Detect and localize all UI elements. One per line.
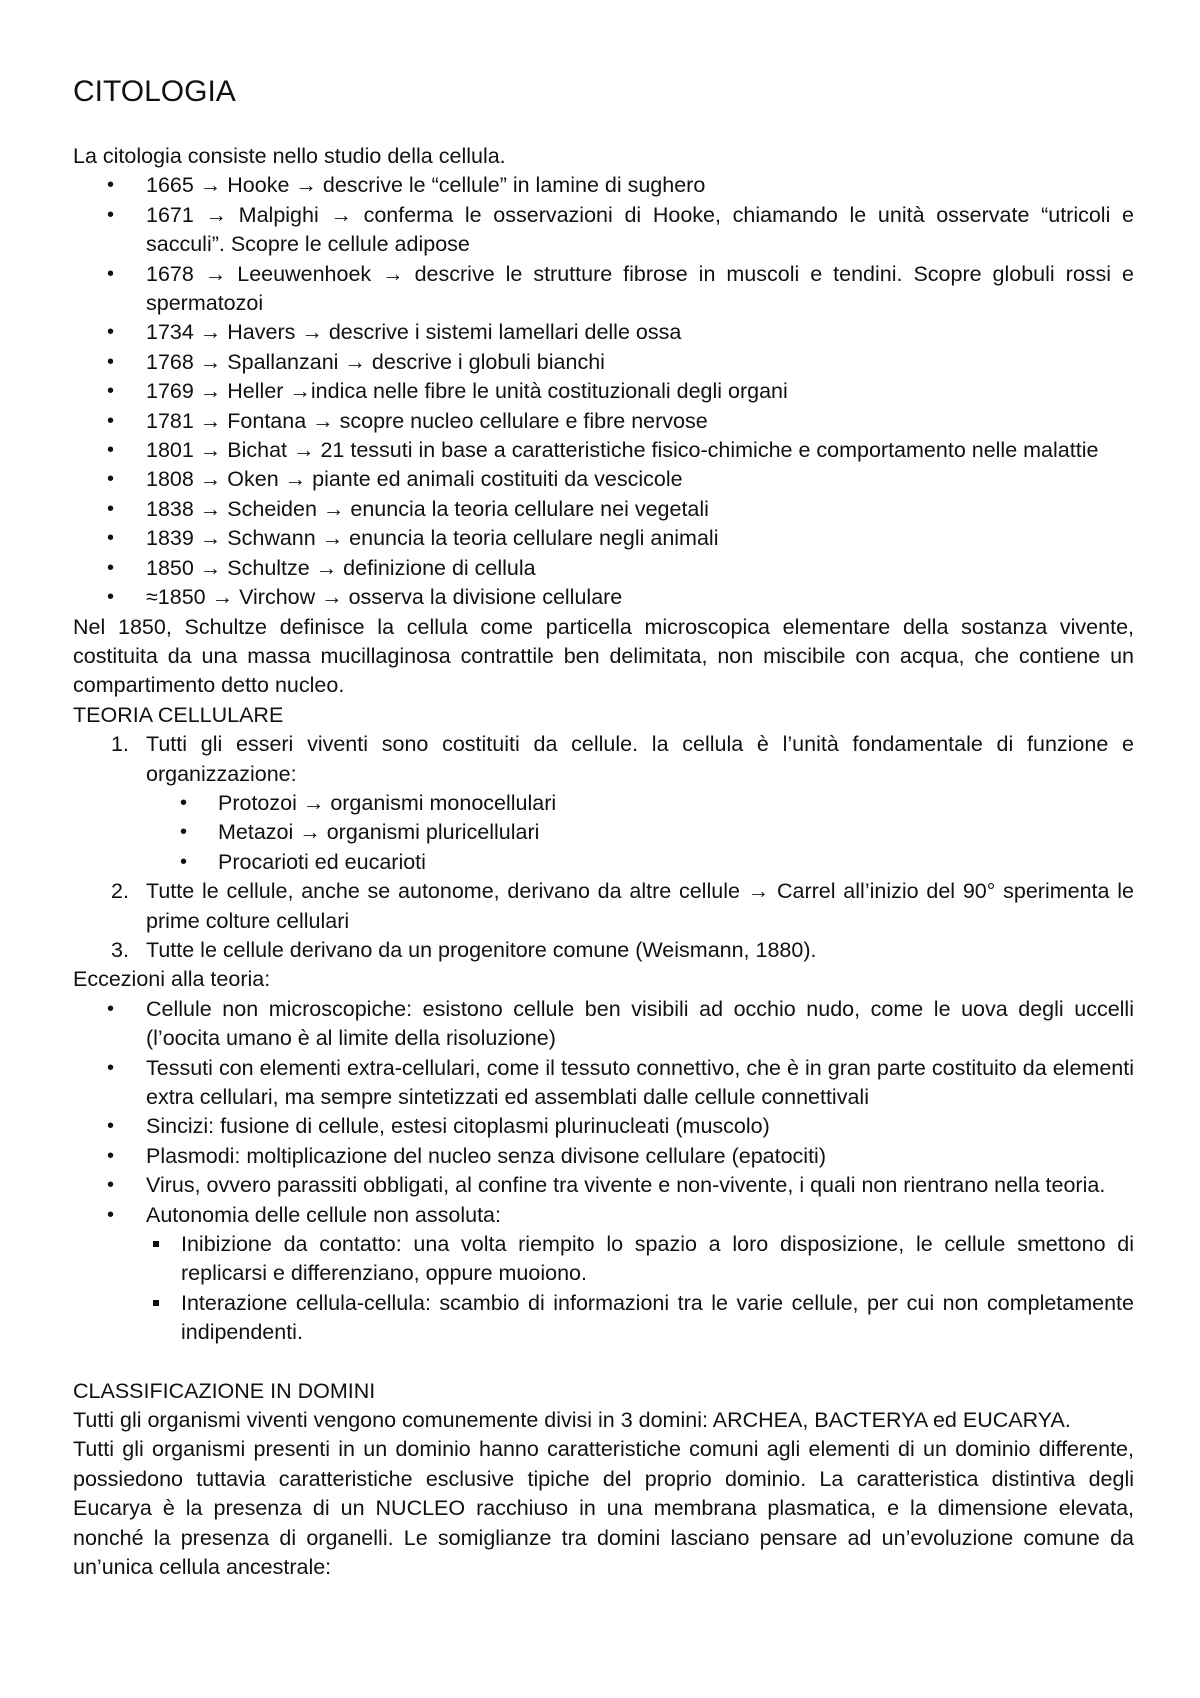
history-item: • 1838 → Scheiden → enuncia la teoria cellulare nei vegetali <box>73 495 1134 524</box>
exception-item: • Autonomia delle cellule non assoluta: <box>73 1201 1134 1230</box>
theory-subitem: • Protozoi → organismi monocellulari <box>73 789 1134 818</box>
domains-paragraph: Tutti gli organismi presenti in un dominio hanno caratteristiche comuni agli elementi di un dominio differente, possiedono tuttavia caratteristiche esclusive tipiche del proprio dominio. La caratteristica distintiva degli Eucarya è la presenza di un NUCLEO racchiuso in una membrana plasmatica, e la dimensione elevata, nonché la presenza di organelli. Le somiglianze tra domini lasciano pensare ad un’evoluzione comune da un’unica cellula ancestrale: <box>73 1437 1134 1580</box>
history-item: • 1734 → Havers → descrive i sistemi lamellari delle ossa <box>73 318 1134 347</box>
theory-point <box>73 877 1134 936</box>
page-title: CITOLOGIA <box>73 75 236 108</box>
section-spacer <box>73 1348 1134 1377</box>
history-item: • 1769 → Heller →indica nelle fibre le unità costituzionali degli organi <box>73 377 1134 406</box>
theory-subitem: • Metazoi → organismi pluricellulari <box>73 818 1134 847</box>
theory-point <box>73 730 1134 789</box>
theory-point-number: 1. <box>111 732 129 757</box>
exception-item: • Sincizi: fusione di cellule, estesi citoplasmi plurinucleati (muscolo) <box>73 1112 1134 1141</box>
history-item: • 1850 → Schultze → definizione di cellula <box>73 554 1134 583</box>
autonomy-subitem: Inibizione da contatto: una volta riempito lo spazio a loro disposizione, le cellule smettono di replicarsi e differenziano, oppure muoiono. <box>73 1230 1134 1289</box>
theory-sublist <box>73 789 1134 877</box>
theory-list-cont <box>73 877 1134 965</box>
history-item: • 1671 → Malpighi → conferma le osservazioni di Hooke, chiamando le unità osservate “utricoli e sacculi”. Scopre le cellule adipose <box>73 201 1134 260</box>
theory-point-text: Tutte le cellule, anche se autonome, derivano da altre cellule → Carrel all’inizio del 90° sperimenta le prime colture cellulari <box>146 879 1134 933</box>
exceptions-heading: Eccezioni alla teoria: <box>73 967 271 992</box>
history-item: • 1839 → Schwann → enuncia la teoria cellulare negli animali <box>73 524 1134 553</box>
theory-subitem: • Procarioti ed eucarioti <box>73 848 1134 877</box>
history-item: • 1808 → Oken → piante ed animali costituiti da vescicole <box>73 465 1134 494</box>
domains-paragraph: Tutti gli organismi viventi vengono comunemente divisi in 3 domini: ARCHEA, BACTERYA ed EUCARYA. <box>73 1408 1071 1433</box>
theory-point-text: Tutti gli esseri viventi sono costituiti da cellule. la cellula è l’unità fondamentale di funzione e organizzazione: <box>146 732 1134 786</box>
history-item: • 1781 → Fontana → scopre nucleo cellulare e fibre nervose <box>73 407 1134 436</box>
theory-list <box>73 730 1134 789</box>
exception-item: • Tessuti con elementi extra-cellulari, come il tessuto connettivo, che è in gran parte costituito da elementi extra cellulari, ma sempre sintetizzati ed assemblati dalle cellule connettivali <box>73 1054 1134 1113</box>
exception-item: • Virus, ovvero parassiti obbligati, al confine tra vivente e non-vivente, i quali non rientrano nella teoria. <box>73 1171 1134 1200</box>
theory-heading: TEORIA CELLULARE <box>73 702 284 727</box>
schultze-paragraph: Nel 1850, Schultze definisce la cellula come particella microscopica elementare della sostanza vivente, costituita da una massa mucillaginosa contrattile ben delimitata, non miscibile con acqua, che contiene un compartimento detto nucleo. <box>73 614 1134 698</box>
theory-point-number: 2. <box>111 879 129 904</box>
history-item: • 1801 → Bichat → 21 tessuti in base a caratteristiche fisico-chimiche e comportamento nelle malattie <box>73 436 1134 465</box>
history-item: • 1665 → Hooke → descrive le “cellule” in lamine di sughero <box>73 171 1134 200</box>
history-item: • ≈1850 → Virchow → osserva la divisione cellulare <box>73 583 1134 612</box>
history-item: • 1678 → Leeuwenhoek → descrive le strutture fibrose in muscoli e tendini. Scopre globuli rossi e spermatozoi <box>73 260 1134 319</box>
theory-point-text: Tutte le cellule derivano da un progenitore comune (Weismann, 1880). <box>146 937 817 962</box>
domains-heading: CLASSIFICAZIONE IN DOMINI <box>73 1378 376 1403</box>
exception-item: • Plasmodi: moltiplicazione del nucleo senza divisone cellulare (epatociti) <box>73 1142 1134 1171</box>
intro-text: La citologia consiste nello studio della cellula. <box>73 144 506 168</box>
theory-point <box>73 936 1134 965</box>
autonomy-subitem: Interazione cellula-cellula: scambio di informazioni tra le varie cellule, per cui non completamente indipendenti. <box>73 1289 1134 1348</box>
theory-point-number: 3. <box>111 937 129 962</box>
history-list <box>73 171 1134 612</box>
history-item: • 1768 → Spallanzani → descrive i globuli bianchi <box>73 348 1134 377</box>
autonomy-sublist <box>73 1230 1134 1348</box>
exceptions-list <box>73 995 1134 1230</box>
exception-item: • Cellule non microscopiche: esistono cellule ben visibili ad occhio nudo, come le uova degli uccelli (l’oocita umano è al limite della risoluzione) <box>73 995 1134 1054</box>
